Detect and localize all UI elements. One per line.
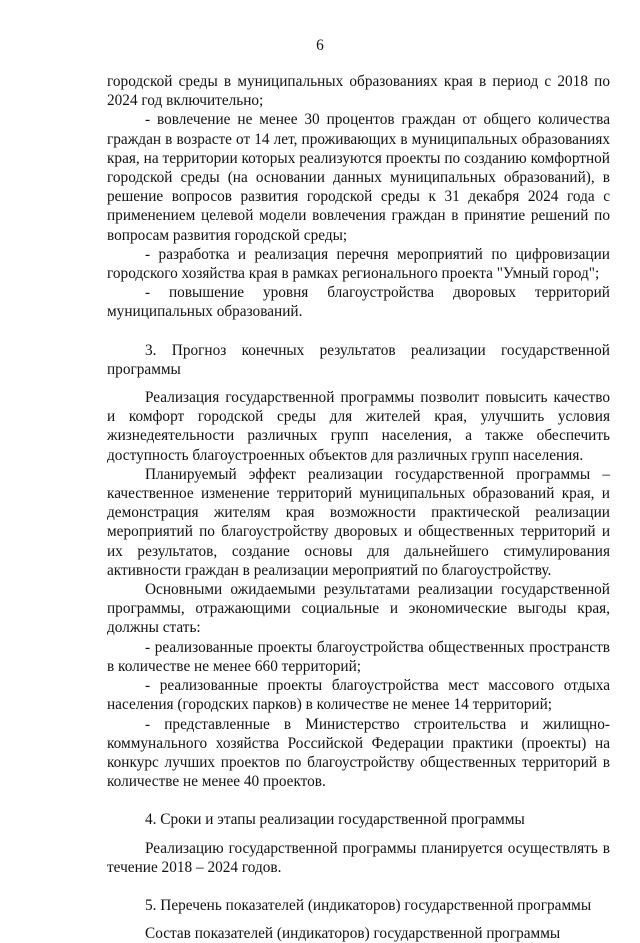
list-item-citizen-involvement: - вовлечение не менее 30 процентов граждан от общего количества граждан в возрасте от 14 лет, проживающих в муниципальных образованиях края, на территории которых реализуются проекты по созданию комфортной городской среды (на основании данных муниципальных образований), в решение вопросов развития городской среды к 31 декабря 2024 года с применением целевой модели вовлечения граждан в принятие решений по вопросам развития городской среды; [107, 111, 610, 244]
section-4-paragraph: Реализацию государственной программы планируется осуществлять в течение 2018 – 2024 годов. [107, 839, 610, 876]
section-3-heading: 3. Прогноз конечных результатов реализации государственной программы [107, 341, 610, 378]
section-3-list-item: - реализованные проекты благоустройства общественных пространств в количестве не менее 660 территорий; [107, 638, 610, 675]
section-3-paragraph: Реализация государственной программы позволит повысить качество и комфорт городской среды для жителей края, улучшить условия жизнедеятельности различных групп населения, а также обеспечить доступность благоустроенных объектов для различных групп населения. [107, 389, 610, 464]
page-number: 6 [316, 37, 324, 54]
section-3-paragraph: Планируемый эффект реализации государственной программы – качественное изменение территорий муниципальных образований края, и демонстрация жителям края возможности практической реализации мероприятий по благоустройству дворовых и общественных территорий и их результатов, создание основы для дальнейшего стимулирования активности граждан в реализации мероприятий по благоустройству. [107, 465, 610, 579]
paragraph-continuation: городской среды в муниципальных образованиях края в период с 2018 по 2024 год включительно; [107, 73, 610, 110]
section-4-heading: 4. Сроки и этапы реализации государственной программы [145, 811, 525, 829]
list-item-smart-city: - разработка и реализация перечня мероприятий по цифровизации городского хозяйства края в рамках регионального проекта "Умный город"; [107, 245, 610, 283]
page-content [107, 72, 610, 943]
section-3-list-item: - реализованные проекты благоустройства мест массового отдыха населения (городских парков) в количестве не менее 14 территорий; [107, 677, 610, 714]
section-3-list-item: - представленные в Министерство строительства и жилищно-коммунального хозяйства Российской Федерации практики (проекты) на конкурс лучших проектов по благоустройству общественных территорий в количестве не менее 40 проектов. [107, 715, 610, 791]
section-5-heading: 5. Перечень показателей (индикаторов) государственной программы [145, 896, 592, 914]
list-item-yard-improvement: - повышение уровня благоустройства дворовых территорий муниципальных образований. [107, 284, 610, 321]
section-3-paragraph: Основными ожидаемыми результатами реализации государственной программы, отражающими социальные и экономические выгоды края, должны стать: [107, 581, 610, 637]
section-5-paragraph: Состав показателей (индикаторов) государственной программы [145, 925, 561, 943]
